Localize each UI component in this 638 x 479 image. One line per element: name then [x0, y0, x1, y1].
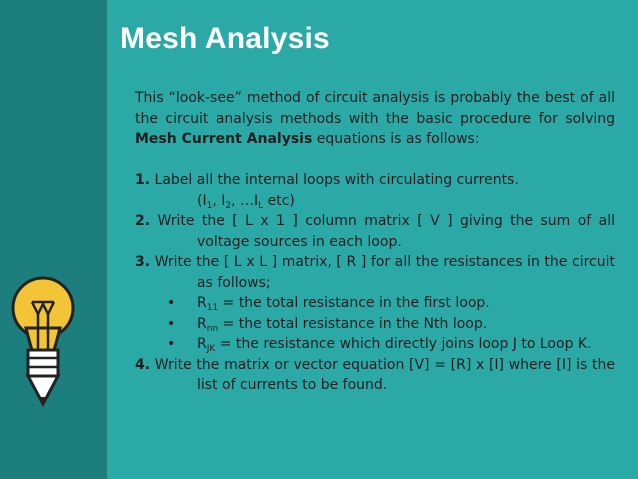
intro-end: equations is as follows:	[312, 131, 480, 147]
step-1	[135, 170, 615, 211]
step-number: 1.	[135, 172, 151, 188]
step-number: 3.	[135, 254, 151, 270]
step-4	[135, 355, 615, 396]
step-text: Label all the internal loops with circulating currents.	[154, 172, 519, 188]
step-3	[135, 252, 615, 293]
intro-bold-term: Mesh Current Analysis	[135, 131, 313, 147]
page-title: Mesh Analysis	[120, 22, 330, 55]
bullet-icon: •	[167, 315, 176, 332]
step-2	[135, 211, 615, 252]
step-text: Write the matrix or vector equation [V] = [R] x [I] where [I] is the list of currents to be found.	[154, 356, 615, 393]
bullet-icon: •	[167, 295, 176, 311]
step-number: 4.	[135, 356, 151, 373]
intro-text: This “look-see” method of circuit analysis is probably the best of all the circuit analysis methods with the basic procedure for solving	[135, 90, 615, 127]
step-1-currents: ($I_1$, $I_2$, $\dots I_L$ etc)	[197, 192, 295, 211]
resistance-bullets	[135, 293, 615, 355]
lightbulb-pencil-icon	[8, 258, 78, 463]
intro-paragraph	[135, 88, 615, 150]
step-text: Write the [ L x 1 ] column matrix [ V ] giving the sum of all voltage sources in each loop.	[157, 213, 615, 250]
step-text: Write the [ L x L ] matrix, [ R ] for all the resistances in the circuit as follows;	[154, 254, 616, 291]
slide-body	[135, 88, 615, 396]
bullet-rnn: • $R_{nn}$ = the total resistance in the Nth loop.	[167, 315, 488, 334]
bullet-icon: •	[167, 336, 176, 352]
bullet-r11: • $R_{11}$ = the total resistance in the first loop.	[167, 295, 490, 313]
bullet-rjk: • $R_{JK}$ = the resistance which directly joins loop J to Loop K.	[167, 336, 592, 354]
step-number: 2.	[135, 213, 151, 229]
